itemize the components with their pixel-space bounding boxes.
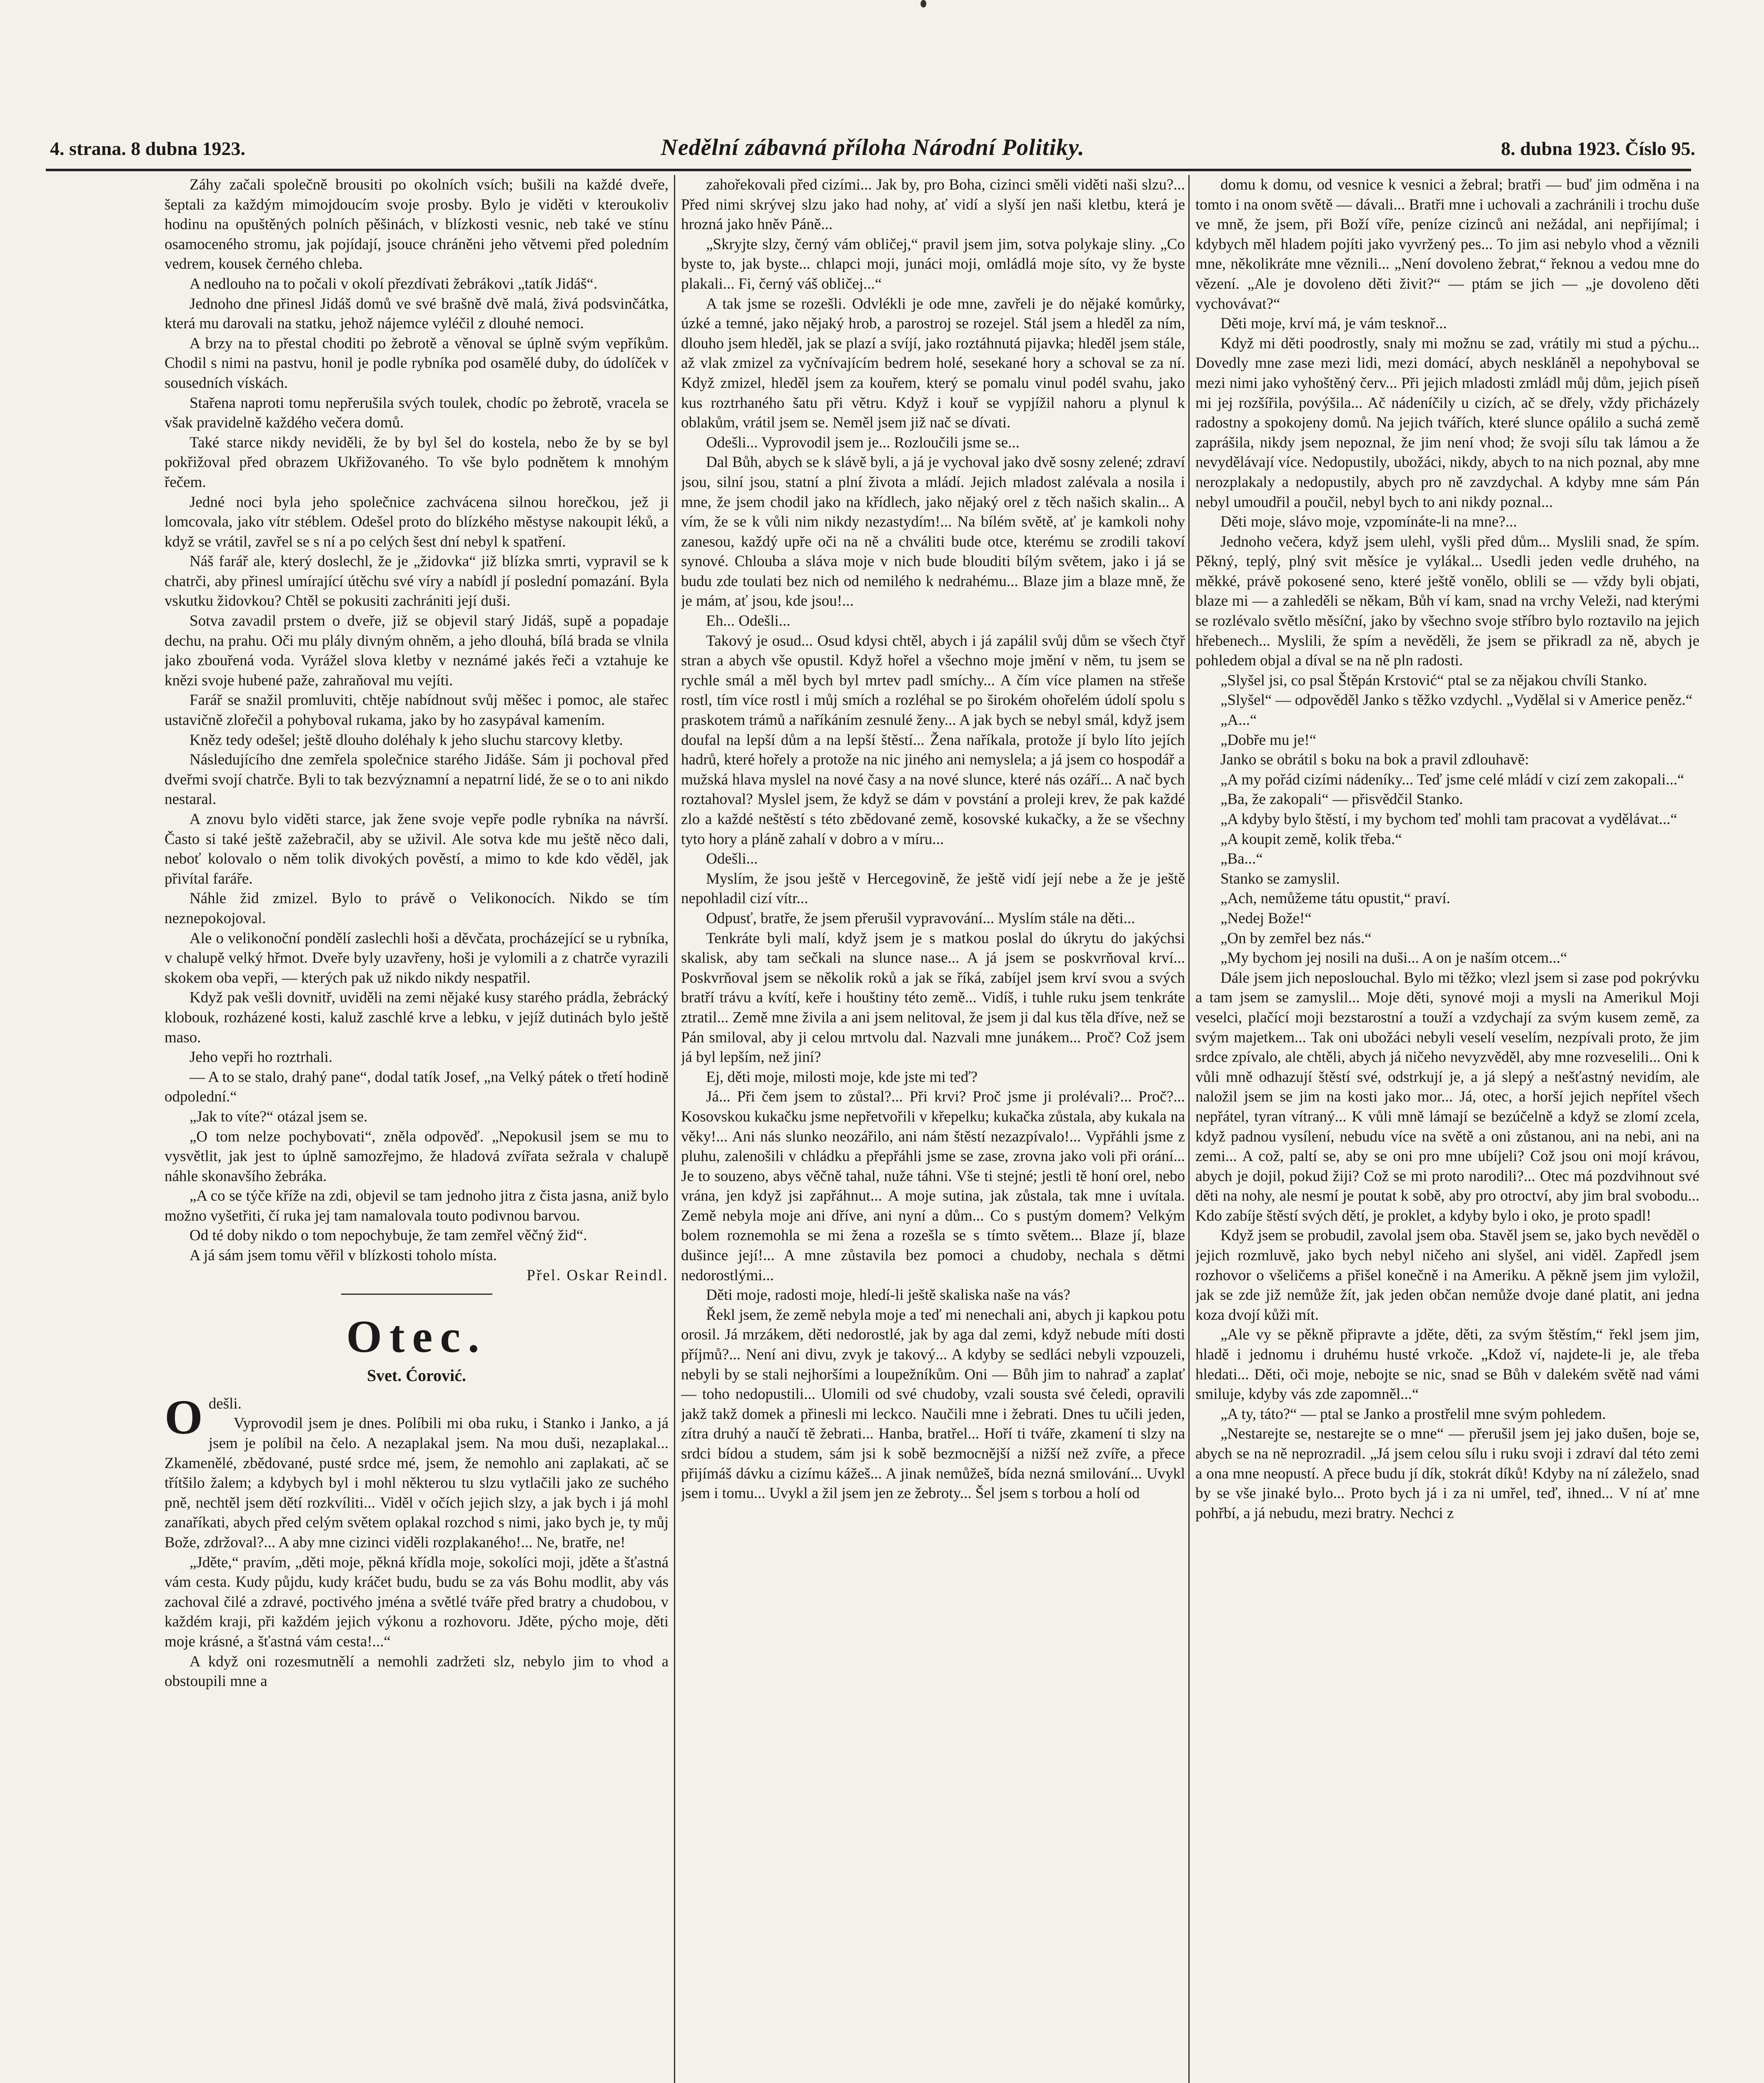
story-title: Otec. bbox=[346, 1311, 487, 1362]
paragraph: „A co se týče kříže na zdi, objevil se tam jednoho jitra z čista jasna, aniž bylo možno vyšetřiti, čí ruka jej tam namalovala touto podivnou barvou. bbox=[165, 1187, 669, 1224]
paragraph: Také starce nikdy neviděli, že by byl šel do kostela, nebo že by se byl pokřižoval před obrazem Ukřižovaného. To vše bylo podnětem k mnohým řečem. bbox=[165, 434, 669, 491]
paragraph: „Slyšel jsi, co psal Štěpán Krstović“ ptal se za nějakou chvíli Stanko. bbox=[1220, 672, 1647, 689]
paragraph: Dal Bůh, abych se k slávě byli, a já je vychoval jako dvě sosny zelené; zdraví jsou, silní jsou, statní a plní života a mládí. Jejich mladost zalévala a nosila i mne, že jsem chodil jako na křídlech, jako nějaký orel z těch našich skalin... A vím, že se k vůli nim nikdy nezastydím!... Na bílém světě, ať je kamkoli nohy zanesou, každý upře oči na ně a chváliti bude otce, kterému se zrodili takoví synové. Chlouba a sláva moje v nich bude blouditi bílým světem, jako i já se budu zde toulati bez nich od nemilého k nedrahému... Blaze jim a blaze mně, že je mám, ať jsou, kde jsou!... bbox=[681, 454, 1185, 610]
paragraph: Ale o velikonoční pondělí zaslechli hoši a děvčata, procházející se u rybníka, v chalupě velký hřmot. Dveře byly uzavřeny, hoši je vylomili a z chatrče vyrazili skokem oba vepři, — kterých pak už nikdo nikdy nespatřil. bbox=[165, 929, 669, 987]
paragraph: Stanko se zamyslil. bbox=[1220, 870, 1340, 887]
paragraph: Kněz tedy odešel; ještě dlouho doléhaly k jeho sluchu starcovy kletby. bbox=[190, 731, 623, 749]
story-opening bbox=[165, 1389, 669, 1444]
paragraph: Eh... Odešli... bbox=[706, 612, 791, 630]
paragraph: „Ach, nemůžeme tátu opustit,“ praví. bbox=[1220, 890, 1450, 907]
paragraph: „My bychom jej nosili na duši... A on je naším otcem...“ bbox=[1220, 949, 1567, 967]
paragraph: zahořekovali před cizími... Jak by, pro Boha, cizinci směli viděti naši slzu?... Před nimi skrývej slzu jako had nohy, ať vidí a slyší jen naši kletbu, která je hrozná jako hněv Páně... bbox=[681, 176, 1185, 233]
paragraph: Takový je osud... Osud kdysi chtěl, abych i já zapálil svůj dům se všech čtyř stran a abych vše opustil. Když hořel a všechno moje jmění v něm, tu jsem se rychle smál a měl bych byl mrtev padl smíchy... A čím více plamen na střeše rostl, tím více rostl i můj smích a rozléhal se po širokém ohořelém údolí spolu s praskotem trámů a naříkáním zesnulé ženy... A jak bych se nebyl smál, když jsem doufal na lepší dům a na lepší štěstí... Žena naříkala, protože jí bylo líto jejích hadrů, které hořely a protože na nic jiného ani nemyslela; a já jsem co hospodář a mužská hlava myslel na nové časy a na nové slunce, které nás ozáří... A nač bych roztahoval? Myslel jsem, že když se dám v povstání a proleji krev, že pak každé zlo a každé neštěstí s této zbědované země, kosovské kukačky, a že se všechny tyto hory a pláně zahalí v dobro a v míru... bbox=[681, 632, 1185, 848]
paragraph: Odešli... bbox=[706, 850, 758, 868]
paragraph: Vyprovodil jsem je dnes. Políbili mi oba ruku, i Stanko i Janko, a já jsem je políbil na čelo. A nezaplakal jsem. Na mou duši, nezaplakal... Zkamenělé, zbědované, pusté srdce mé, jsem, že nemohlo ani zaplakati, ač se třítšilo žalem; a kdybych byl i mohl některou tu slzu vytlačili jako ze suchého pně, nechtěl jsem dětí rozkvíliti... Viděl v očích jejich slzy, a jak bych i já mohl zanaříkati, abych před celým světem oplakal rozchod s nimi, jako bych je, ty můj Bože, zdržoval?... A aby mne cizinci viděli rozplakaného!... Ne, bratře, ne! bbox=[165, 1415, 669, 1551]
paragraph: Sotva zavadil prstem o dveře, již se objevil starý Jidáš, supě a popadaje dechu, na prahu. Oči mu plály divným ohněm, a jeho dlouhá, bílá brada se vlnila jako zbouřená voda. Vyrážel slova kletby v neznámé jakés řeči a vztahuje ke knězi svoje hubené paže, zahraňoval mu vejíti. bbox=[165, 612, 669, 689]
paragraph: A nedlouho na to počali v okolí přezdívati žebrákovi „tatík Jidáš“. bbox=[190, 275, 598, 292]
paragraph: „Nestarejte se, nestarejte se o mne“ — přerušil jsem jej jako dušen, boje se, abych se na ně neprozradil. „Já jsem celou sílu i ruku svoji i zdraví dal této zemi a ona mne neopustí. A přece budu jí dík, stokrát díků! Kdyby na ní záleželo, snad by se vše jinaké bylo... Proto bych já i za ni umřel, teď, ihned... V ní ať mne pohřbí, a já nebudu, mezi bratry. Nechci z bbox=[1195, 1425, 1699, 1522]
paragraph: „Ba...“ bbox=[1220, 850, 1263, 868]
paragraph: — A to se stalo, drahý pane“, dodal tatík Josef, „na Velký pátek o třetí hodině odpolední.“ bbox=[165, 1068, 669, 1106]
paragraph: Farář se snažil promluviti, chtěje nabídnout svůj měšec i pomoc, ale stařec ustavičně zlořečil a pohyboval rukama, jako by ho zasypával kamením. bbox=[165, 692, 669, 729]
paragraph: „Slyšel“ — odpověděl Janko s těžko vzdychl. „Vydělal si v Americe peněz.“ bbox=[1220, 692, 1693, 709]
paragraph: Jeho vepři ho roztrhali. bbox=[190, 1049, 333, 1066]
paragraph: A brzy na to přestal choditi po žebrotě a věnoval se úplně svým vepříkům. Chodil s nimi na pastvu, honil je podle rybníka pod osamělé duby, do údolíček v sousedních vískách. bbox=[165, 335, 669, 392]
paragraph: Janko se obrátil s boku na bok a pravil zdlouhavě: bbox=[1220, 751, 1529, 769]
paragraph: Záhy začali společně brousiti po okolních vsích; bušili na každé dveře, šeptali za každým mimojdoucím svoje prosby. Bylo je viděti v kteroukoliv hodinu na opuštěných polních pěšinách, v blízkosti vesnic, neb také ve stínu osamoceného stromu, jak pojídají, jsouce chráněni jeho větvemi před poledním vedrem, kousek černého chleba. bbox=[165, 176, 669, 273]
paragraph: Od té doby nikdo o tom nepochybuje, že tam zemřel věčný žid“. bbox=[190, 1227, 587, 1244]
col3-body bbox=[1195, 175, 1699, 1523]
paragraph: „On by zemřel bez nás.“ bbox=[1220, 929, 1372, 947]
paragraph: „Ba, že zakopali“ — přisvědčil Stanko. bbox=[1220, 791, 1463, 808]
paragraph: „O tom nelze pochybovati“, zněla odpověď. „Nepokusil jsem se mu to vysvětlit, jak jest to úplně samozřejmo, že hladová zvířata sežrala v chalupě náhle skonavšího žebráka. bbox=[165, 1128, 669, 1185]
separator-rule bbox=[341, 1294, 492, 1295]
paragraph: Tenkráte byli malí, když jsem je s matkou poslal do úkrytu do jakýchsi skalisk, aby tam sečkali na slunce nase... A já jsem se poskvrňoval krví... Poskvrňoval jsem se několik roků a jak se říká, zabíjel jsem krví svou a svých bratří trávu a kvítí, keře i houštiny této země... Vidíš, i tuhle ruku jsem tenkráte ztratil... Země mne živila a ani jsem nelitoval, že jsem ji dal kus těla dříve, než se Pán smiloval, aby ji celou mrtvolu dal. Nazvali mne junákem... Proč? Což jsem já byl lepším, než jiní? bbox=[681, 929, 1185, 1066]
column-divider bbox=[1188, 175, 1190, 2083]
page-header bbox=[50, 137, 1695, 167]
drop-cap: O bbox=[165, 1389, 203, 1444]
paragraph: Náš farář ale, který doslechl, že je „židovka“ již blízka smrti, vypravil se k chatrči, aby přinesl umírající útěchu své víry a nabídl jí poslední pomazání. Byla vskutku židovkou? Chtěl se pokusiti zachrániti její duši. bbox=[165, 553, 669, 610]
paragraph: „Jděte,“ pravím, „děti moje, pěkná křídla moje, sokolíci moji, jděte a šťastná vám cesta. Kudy půjdu, kudy kráčet budu, budu se za vás Bohu modlit, aby vás zachoval čilé a zdravé, poctivého jména a světlé tváře před bratry a chudobou, v každém kraji, při každém jejich výkonu a rozhovoru. Jděte, pýcho moje, děti moje krásné, a šťastná vám cesta!...“ bbox=[165, 1554, 669, 1650]
ink-smudge bbox=[921, 0, 926, 7]
paragraph: „A kdyby bylo štěstí, i my bychom teď mohli tam pracovat a vydělávat...“ bbox=[1220, 811, 1677, 828]
paragraph: „Ale vy se pěkně připravte a jděte, děti, za svým štěstím,“ řekl jsem jim, hladě i jednomu i druhému husté vrkoče. „Kdož ví, najdete-li je, ale třeba hledati... Děti, oči moje, nebojte se nic, snad se Bůh v dalekém světě nad vámi smiluje, kdyby vás zde zapomněl...“ bbox=[1195, 1326, 1699, 1403]
paragraph: Odešli... Vyprovodil jsem je... Rozloučili jsme se... bbox=[706, 434, 1020, 451]
column-3 bbox=[1195, 175, 1699, 2083]
paragraph: A znovu bylo viděti starce, jak žene svoje vepře podle rybníka na návrší. Často si také ještě zažebračil, aby se uživil. Ale sotva kde mu ještě něco dali, neboť kolovalo o něm tolik divokých pověstí, a mimo to kde kdo věděl, jak přivítal faráře. bbox=[165, 811, 669, 887]
header-rule bbox=[46, 169, 1691, 171]
paragraph: Já... Při čem jsem to zůstal?... Při krvi? Proč jsme ji prolévali?... Proč?... Kosovskou kukačku jsme nepřetvořili v křepelku; kukačka zůstala, aby kukala na věky!... Ani nás slunko neozářilo, ani nám štěstí nezazpívalo!... Vypřáhli jsme z pluhu, zalenošili v chládku a přepřáhli jsme se zase, zrovna jako voli při orání... Je to souzeno, abys věčně tahal, nuže táhni. Vše ti stejné; jestli tě honí orel, nebo vrána, jen když jsi zapřáhnut... A moje sutina, jak zůstala, tak mne i uvítala. Země nebyla moje ani dříve, ani nyní a dům... Co s pustým domem? Velkým bolem roznemohla se mi žena a rozešla se s tímto světem... Blaze jí, blaze dušince její!... A mne zůstavila bez pomoci a chudoby, nechala s dětmi nedorostlými... bbox=[681, 1088, 1185, 1284]
paragraph: Myslím, že jsou ještě v Hercegovině, že ještě vidí její nebe a že je ještě nepohladil cizí vítr... bbox=[681, 870, 1185, 907]
paragraph: A když oni rozesmutnělí a nemohli zadržeti slz, nebylo jim to vhod a obstoupili mne a bbox=[165, 1653, 669, 1690]
paragraph: Odpusť, bratře, že jsem přerušil vypravování... Myslím stále na děti... bbox=[706, 909, 1135, 927]
paragraph: Následujícího dne zemřela společnice starého Jidáše. Sám ji pochoval před dveřmi svojí chatrče. Byli to tak bezvýznamní a nepatrní lidé, že se o to ani nikdo nestaral. bbox=[165, 751, 669, 808]
paragraph: Děti moje, radosti moje, hledí-li ještě skaliska naše na vás? bbox=[706, 1286, 1070, 1304]
translator-signature: Přel. Oskar Reindl. bbox=[526, 1266, 669, 1284]
paragraph: domu k domu, od vesnice k vesnici a žebral; bratři — buď jim odměna i na tomto i na onom světě — dávali... Bratři mne i uchovali a zachránili i trochu duše ve mně, že jsem, při Boží víře, peníze cizinců ani nežádal, ani nepřijímal; i kdybych měl hladem pojíti jako vyvržený pes... To jim asi nebylo vhod a věznili mne, několikráte mne věznili... „Není dovoleno žebrat,“ řeknou a vedou mne do vězení. „Ale je dovoleno děti živit?“ — ptám se jich — „je dovoleno děti vychovávat?“ bbox=[1195, 176, 1699, 312]
paragraph: Jednoho večera, když jsem ulehl, vyšli před dům... Myslili snad, že spím. Pěkný, teplý, plný svit měsíce je vylákal... Usedli jeden vedle druhého, na měkké, právě pokosené seno, které ještě vonělo, oblili se — vždy byli objati, blaze mi — a zahleděli se někam, Bůh ví kam, snad na vrchy Veleži, nad kterými se rozlévalo světlo měsíční, jako by všechno svoje stříbro bylo roztavilo na jejich hřebenech... Myslili, že spím a nevěděli, že jsem se přikradl za ně, abych je pohledem objal a díval se na ně pln radosti. bbox=[1195, 533, 1699, 669]
paragraph: „A my pořád cizími nádeníky... Teď jsme celé mládí v cizí zem zakopali...“ bbox=[1220, 771, 1684, 788]
paragraph: A tak jsme se rozešli. Odvlékli je ode mne, zavřeli je do nějaké komůrky, úzké a temné, jako nějaký hrob, a parostroj se rozejel. Stál jsem a hleděl za ním, dlouho jsem hleděl, jak se plazí a svíjí, jako roztáhnutá pijavka; hleděl jsem stále, až vlak zmizel za vyčnívajícím bedrem holé, sesekané hory a schoval se za ní. Když zmizel, hleděl jsem za kouřem, který se pomalu vinul podél svahu, jako kus roztrhaného šatu při větru. Když i kouř se vypjížil nahoru a plynul k oblakům, vrátil jsem se. Neměl jsem již nač se dívati. bbox=[681, 295, 1185, 432]
story-first-word: dešli. bbox=[208, 1395, 242, 1412]
paragraph: Ej, děti moje, milosti moje, kde jste mi teď? bbox=[706, 1068, 978, 1086]
paragraph: Stařena naproti tomu nepřerušila svých toulek, chodíc po žebrotě, vracela se však pravidelně každého večera domů. bbox=[165, 394, 669, 432]
paragraph: A já sám jsem tomu věřil v blízkosti toholo místa. bbox=[190, 1247, 497, 1264]
paragraph: „Nedej Bože!“ bbox=[1220, 909, 1312, 927]
paragraph: Jedné noci byla jeho společnice zachvácena silnou horečkou, jež ji lomcovala, jako vítr stéblem. Odešel proto do blízkého městyse nakoupit léků, a když se vrátil, zavřel se s ní a po celých šest dní nebyl k spatření. bbox=[165, 493, 669, 550]
paragraph: „Jak to víte?“ otázal jsem se. bbox=[190, 1108, 368, 1125]
paragraph: Děti moje, krví má, je vám tesknoř... bbox=[1220, 315, 1447, 332]
paragraph: „Dobře mu je!“ bbox=[1220, 731, 1317, 749]
paragraph: Náhle žid zmizel. Bylo to právě o Velikonocích. Nikdo se tím neznepokojoval. bbox=[165, 890, 669, 927]
paragraph: „Skryjte slzy, černý vám obličej,“ pravil jsem jim, sotva polykaje sliny. „Co byste to, jak byste... chlapci moji, junáci moji, omládlá moje síto, vy že byste plakali... Fi, černý váš obličej...“ bbox=[681, 235, 1185, 292]
story-author: Svet. Ćorović. bbox=[367, 1366, 467, 1385]
column-divider bbox=[674, 175, 675, 2083]
column-1 bbox=[165, 175, 669, 2083]
paragraph: Když jsem se probudil, zavolal jsem oba. Stavěl jsem se, jako bych nevěděl o jejich rozmluvě, jako bych nebyl ničeho ani slyšel, ani viděl. Zapředl jsem rozhovor o všeličems a přišel konečně i na Ameriku. A pěkně jsem jim vyložil, jak se zde již nemůže žít, jak jeden občan nemůže dvoje dané platit, ani jedna koza dvojí kůži mít. bbox=[1195, 1227, 1699, 1324]
paragraph: „A...“ bbox=[1220, 712, 1257, 729]
col1-body bbox=[165, 175, 669, 1266]
paragraph: „A ty, táto?“ — ptal se Janko a prostřelil mne svým pohledem. bbox=[1220, 1405, 1606, 1423]
paragraph: Řekl jsem, že země nebyla moje a teď mi nenechali ani, abych ji kapkou potu orosil. Já mrzákem, děti nedorostlé, jak by aga dal zemi, když nebude míti dosti příjmů?... Není ani divu, zvyk je takový... A kdyby se sedláci nebyli vzpouzeli, nebyli by se stali nejhoršími a loupežníkům. Oni — Bůh jim to nahraď a zaplať — toho nedopustili... Ulomili od své chudoby, vzali sousta své čeledi, opravili jakž takž domek a přinesli mi leckco. Naučili mne i žebrati. Dnes tu učili jeden, zítra druhý a naučí tě žebrati... Hanba, bratřel... Hoří ti tváře, zkamení ti slzy na srdci bídou a studem, sám jsi k sobě bezmocnější a nižší než zvíře, a přece přijímáš dávku a cizímu kážeš... A jinak nemůžeš, bída nezná smilování... Uvykl jsem i tomu... Uvykl a žil jsem jen ze žebroty... Šel jsem s torbou a holí od bbox=[681, 1306, 1185, 1502]
col2-body bbox=[681, 175, 1185, 1504]
column-2 bbox=[681, 175, 1185, 2083]
paragraph: Děti moje, slávo moje, vzpomínáte-li na mne?... bbox=[1220, 513, 1517, 531]
header-page-date: 4. strana. 8 dubna 1923. bbox=[50, 138, 246, 159]
paragraph: Když pak vešli dovnitř, uviděli na zemi nějaké kusy starého prádla, žebrácký klobouk, rozházené kosti, kaluž zaschlé krve a lebku, v jejíž dutinách bylo ještě maso. bbox=[165, 989, 669, 1046]
paragraph: Jednoho dne přinesl Jidáš domů ve své brašně dvě malá, živá podsvinčátka, která mu darovali na statku, jehož nájemce vyléčil z dlouhé nemoci. bbox=[165, 295, 669, 332]
col1-story-body bbox=[165, 1414, 669, 1691]
header-publication-title: Nedělní zábavná příloha Národní Politiky. bbox=[661, 135, 1085, 160]
paragraph: „A koupit země, kolik třeba.“ bbox=[1220, 830, 1402, 848]
paragraph: Když mi děti poodrostly, snaly mi možnu se zad, vrátily mi stud a pýchu... Dovedly mne zase mezi lidi, mezi domácí, abych neskláněl a nepohyboval se mezi nimi jako vyhoštěný červ... Při jejich mladosti zmládl můj dům, jejich píseň mi jej rozšířila, povýšila... Ač nádeníčily u cizích, ač se dřely, vždy přicházely radostny a spokojeny domů. Na jejich tvářích, které slunce opálilo a suchá země zaprášila, nikdy jsem nepoznal, že jim není vhod; že svoji sílu tak lámou a že nevydělávají více. Nedopustily, ubožáci, nikdy, abych to na nich poznal, aby mne nerozplakaly a nedopustily, abych pro ně zavzdychal. A kdyby mne sám Pán nebyl umoudřil a poučil, nebyl bych to ani nikdy poznal... bbox=[1195, 335, 1699, 511]
paragraph: Dále jsem jich neposlouchal. Bylo mi těžko; vlezl jsem si zase pod pokrývku a tam jsem se zamyslil... Moje děti, synové moji a mysli na Amerikul Moji veselci, plačící moji bezstarostní a touží a vzdychají za svým kusem země, za svým majetkem... Tak oni ubožáci nebyli veselí veselím, nezpívali proto, že jim srdce zpívalo, ale chtěli, abych já ničeho nevyzvěděl, aby mne rozveselili... Oni k vůli mně odhazují štěstí své, odstrkují je, a já slepý a nešťastný nevidím, ale naložil jsem se jim na kosti jako mor... Já, otec, a horší jejich nepřítel všech nepřátel, tyran vítraný... K vůli mně lámají se bezúčelně a když se zlomí zcela, když padnou vysílení, nebudu více na světě a oni zůstanou, ani na nebi, ani na zemi... A což, paltí se, aby se oni pro mne ubíjeli? Což jsou oni mojí krávou, abych je dojil, pokud žiji? Což se mi proto narodili?... Otec má pozdvihnout své děti na nohy, ale nesmí je poutat k sobě, aby pro otroctví, aby jim bral svobodu... Kdo zabíje štěstí svých dětí, je proklet, a kdyby bylo i oko, je proto spadl! bbox=[1195, 969, 1699, 1224]
header-issue-number: 8. dubna 1923. Číslo 95. bbox=[1501, 138, 1695, 159]
